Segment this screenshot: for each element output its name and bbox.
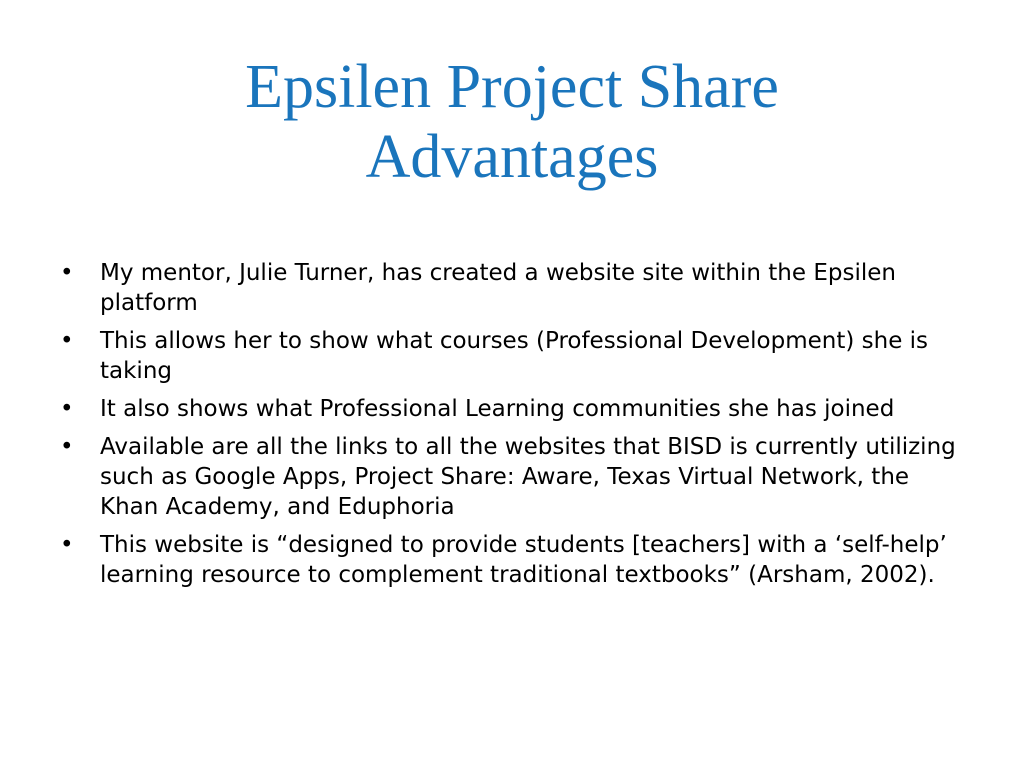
bullet-item-3 xyxy=(60,394,970,424)
bullet-item-5 xyxy=(60,530,970,590)
bullet-dot-icon: • xyxy=(60,532,74,558)
bullet-dot-icon: • xyxy=(60,328,74,354)
bullet-dot-icon: • xyxy=(60,260,74,286)
bullet-text: This allows her to show what courses (Professional Development) she is taking xyxy=(100,328,929,384)
bullet-item-2 xyxy=(60,326,970,386)
bullet-dot-icon: • xyxy=(60,434,74,460)
bullet-text: My mentor, Julie Turner, has created a website site within the Epsilen platform xyxy=(100,260,896,316)
slide-title xyxy=(60,52,964,192)
bullet-dot-icon: • xyxy=(60,396,74,422)
slide-title-line-2: Advantages xyxy=(365,123,659,192)
bullet-item-4 xyxy=(60,432,970,522)
bullet-text: Available are all the links to all the websites that BISD is currently utilizing such as Google Apps, Project Share: Aware, Texas Virtual Network, the Khan Academy, and Eduphoria xyxy=(100,434,956,520)
bullet-item-1 xyxy=(60,258,970,318)
bullet-text: This website is “designed to provide students [teachers] with a ‘self-help’ learning resource to complement traditional textbooks” (Arsham, 2002). xyxy=(100,532,947,588)
bullet-list xyxy=(60,258,970,598)
bullet-text: It also shows what Professional Learning communities she has joined xyxy=(100,396,895,422)
slide-title-line-1: Epsilen Project Share xyxy=(245,53,779,121)
